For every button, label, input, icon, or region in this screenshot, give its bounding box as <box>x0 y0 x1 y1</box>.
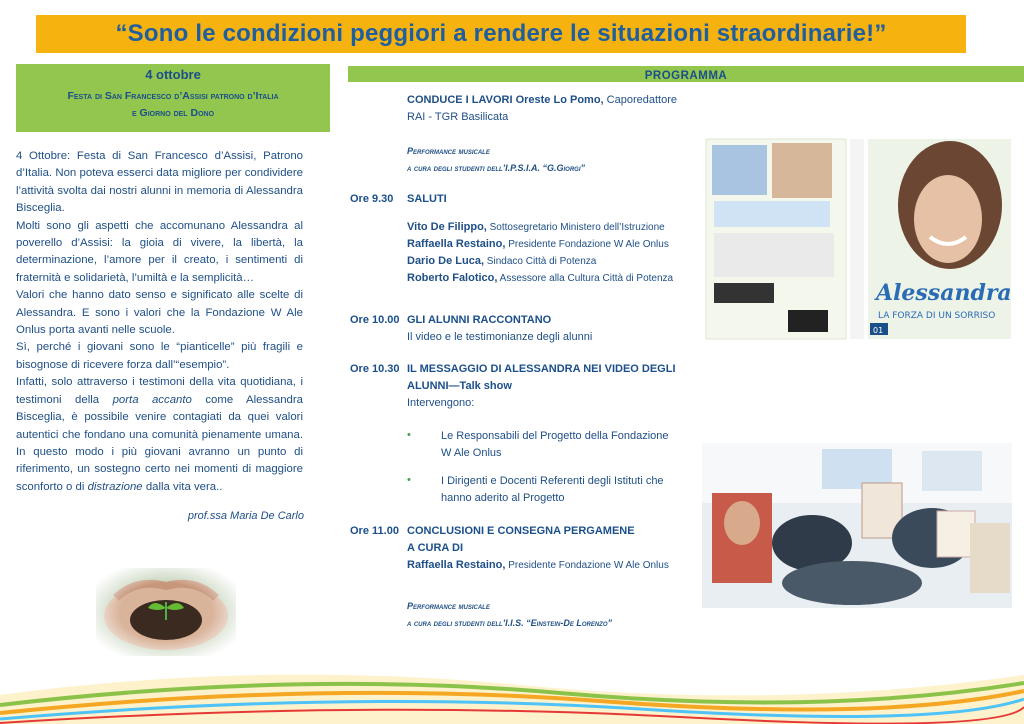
speaker-name: Roberto Falotico, <box>407 272 498 284</box>
bullet-item-2 <box>441 473 664 507</box>
bullet-text: W Ale Onlus <box>441 447 502 459</box>
speaker-item <box>407 236 673 253</box>
italic-run: distrazione <box>87 480 143 493</box>
quote-text: “Sono le condizioni peggiori a rendere le situazioni straordinarie!” <box>115 20 887 47</box>
alunni-sub: Il video e le testimonianze degli alunni <box>407 331 593 343</box>
performance-block-1 <box>407 143 585 177</box>
conduce-block <box>407 92 677 126</box>
time-1030: Ore 10.30 <box>350 363 400 375</box>
text-run: come Alessandra Bisceglia, è possibile venire contagiati da quei valori autentici che fondano una comunità pienamente umana. In questo modo i più giovani avranno un punto di riferimento, un sostegno certo nei momenti di maggiore sconforto o di <box>16 393 303 493</box>
intro-paragraph-last <box>16 374 303 496</box>
italic-run: porta accanto <box>112 393 192 406</box>
intro-paragraph: Sì, perché i giovani sono le “pianticelle” più fragili e bisognose di ricevere forza dall’“esempio”. <box>16 341 303 371</box>
dvd-title: Alessandra <box>876 280 1012 306</box>
conclusioni-block <box>407 523 669 574</box>
conclusioni-title: CONCLUSIONI E CONSEGNA PERGAMENE <box>407 525 635 537</box>
speaker-name: Vito De Filippo, <box>407 221 487 233</box>
intro-text <box>16 148 303 496</box>
time-1000: Ore 10.00 <box>350 314 400 326</box>
intervengono-label: Intervengono: <box>407 397 475 409</box>
time-1100: Ore 11.00 <box>350 525 399 537</box>
speaker-item <box>407 253 673 270</box>
performance-detail: a cura degli studenti dell’I.P.S.I.A. “G.Giorgi” <box>407 163 586 173</box>
performance-detail: a cura degli studenti dell’I.I.S. “Einstein-De Lorenzo” <box>407 618 613 628</box>
conduce-org: RAI - TGR Basilicata <box>407 111 509 123</box>
signature: prof.ssa Maria De Carlo <box>187 510 304 522</box>
text-run: Infatti, solo attraverso i testimoni della vita quotidiana, i testimoni della <box>16 376 303 406</box>
speaker-role: Presidente Fondazione W Ale Onlus <box>505 239 669 250</box>
time-930: Ore 9.30 <box>350 193 394 205</box>
programma-title: PROGRAMMA <box>644 70 728 82</box>
bullet-icon: • <box>407 474 411 486</box>
event-header-box <box>16 64 330 132</box>
bullet-item-1 <box>441 428 669 462</box>
hands-seedling-image <box>96 568 236 656</box>
messaggio-title-line2: ALUNNI—Talk show <box>407 380 512 392</box>
bullet-icon: • <box>407 429 411 441</box>
intro-paragraph: 4 Ottobre: Festa di San Francesco d’Assisi, Patrono d’Italia. Non poteva esserci data migliore per condividere l’attività svolta dai nostri alunni in memoria di Alessandra Bisceglia. <box>16 150 303 215</box>
bullet-text: Le Responsabili del Progetto della Fondazione <box>441 430 669 442</box>
quote-banner <box>36 15 966 53</box>
conduce-host: CONDUCE I LAVORI Oreste Lo Pomo, <box>407 94 604 106</box>
messaggio-block <box>407 361 676 412</box>
event-subtitle-line2: e Giorno del Dono <box>131 107 215 119</box>
speakers-list <box>407 219 673 287</box>
speaker-role: Sindaco Città di Potenza <box>484 256 597 267</box>
performance-title: Performance musicale <box>407 601 490 611</box>
performance-block-2 <box>407 598 612 632</box>
decorative-waves <box>0 655 1024 724</box>
bullet-text: hanno aderito al Progetto <box>441 492 565 504</box>
conclusioni-role: Presidente Fondazione W Ale Onlus <box>505 560 669 571</box>
dvd-label: 01 <box>873 326 884 335</box>
bullet-text: I Dirigenti e Docenti Referenti degli Istituti che <box>441 475 664 487</box>
alunni-block <box>407 312 592 346</box>
speaker-item <box>407 270 673 287</box>
speaker-name: Dario De Luca, <box>407 255 485 267</box>
messaggio-title-line1: IL MESSAGGIO DI ALESSANDRA NEI VIDEO DEGLI <box>407 363 676 375</box>
performance-title: Performance musicale <box>407 146 490 156</box>
conclusioni-sub: A CURA DI <box>407 542 464 554</box>
dvd-subtitle: LA FORZA DI UN SORRISO <box>878 311 996 321</box>
students-photo <box>702 443 1012 608</box>
programma-header <box>348 66 1024 82</box>
speaker-name: Raffaella Restaino, <box>407 238 506 250</box>
event-subtitle <box>16 88 330 122</box>
saluti-title: SALUTI <box>407 193 447 205</box>
dvd-cover-image <box>700 135 1015 345</box>
conclusioni-name: Raffaella Restaino, <box>407 559 506 571</box>
intro-paragraph: Valori che hanno dato senso e significato alle scelte di Alessandra. E sono i valori che la Fondazione W Ale Onlus porta avanti nelle scuole. <box>16 289 303 337</box>
event-date: 4 ottobre <box>145 67 201 82</box>
event-subtitle-line1: Festa di San Francesco d’Assisi patrono d’Italia <box>67 90 279 102</box>
speaker-item <box>407 219 673 236</box>
speaker-role: Assessore alla Cultura Città di Potenza <box>497 273 674 284</box>
conduce-role: Caporedattore <box>603 94 677 106</box>
intro-paragraph: Molti sono gli aspetti che accomunano Alessandra al poverello d’Assisi: la gioia di vivere, la libertà, la determinazione, l’amore per il creato, i sentimenti di fraternità e solidarietà, l’umiltà e la semplicità… <box>16 219 303 284</box>
speaker-role: Sottosegretario Ministero dell’Istruzione <box>486 222 665 233</box>
alunni-title: GLI ALUNNI RACCONTANO <box>407 314 552 326</box>
text-run: dalla vita vera.. <box>142 480 223 493</box>
